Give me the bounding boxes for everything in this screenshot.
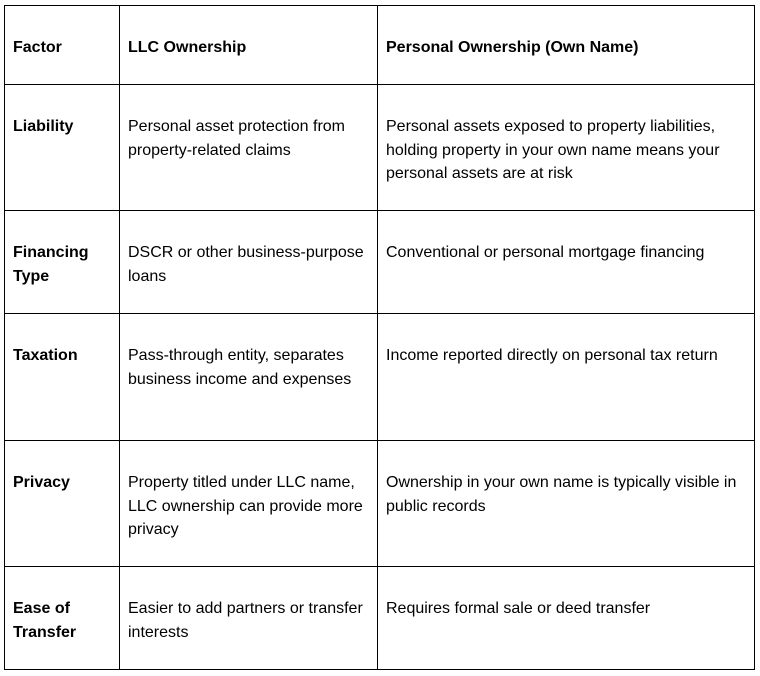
personal-cell: Income reported directly on personal tax return — [378, 314, 755, 441]
personal-cell: Conventional or personal mortgage financing — [378, 211, 755, 314]
table-row — [5, 441, 755, 567]
header-factor: Factor — [5, 6, 120, 85]
table-row — [5, 85, 755, 211]
personal-cell: Requires formal sale or deed transfer — [378, 567, 755, 670]
table-row — [5, 567, 755, 670]
llc-cell: Personal asset protection from property-related claims — [120, 85, 378, 211]
llc-cell: Property titled under LLC name, LLC ownership can provide more privacy — [120, 441, 378, 567]
factor-cell: Liability — [5, 85, 120, 211]
llc-cell: Easier to add partners or transfer interests — [120, 567, 378, 670]
table-row — [5, 314, 755, 441]
personal-cell: Personal assets exposed to property liabilities, holding property in your own name means your personal assets are at risk — [378, 85, 755, 211]
header-personal-ownership: Personal Ownership (Own Name) — [378, 6, 755, 85]
table-header-row — [5, 6, 755, 85]
factor-cell: Privacy — [5, 441, 120, 567]
header-llc-ownership: LLC Ownership — [120, 6, 378, 85]
table-row — [5, 211, 755, 314]
factor-cell: Financing Type — [5, 211, 120, 314]
personal-cell: Ownership in your own name is typically visible in public records — [378, 441, 755, 567]
llc-cell: Pass-through entity, separates business income and expenses — [120, 314, 378, 441]
factor-cell: Taxation — [5, 314, 120, 441]
factor-cell: Ease of Transfer — [5, 567, 120, 670]
comparison-table — [4, 5, 755, 670]
llc-cell: DSCR or other business-purpose loans — [120, 211, 378, 314]
